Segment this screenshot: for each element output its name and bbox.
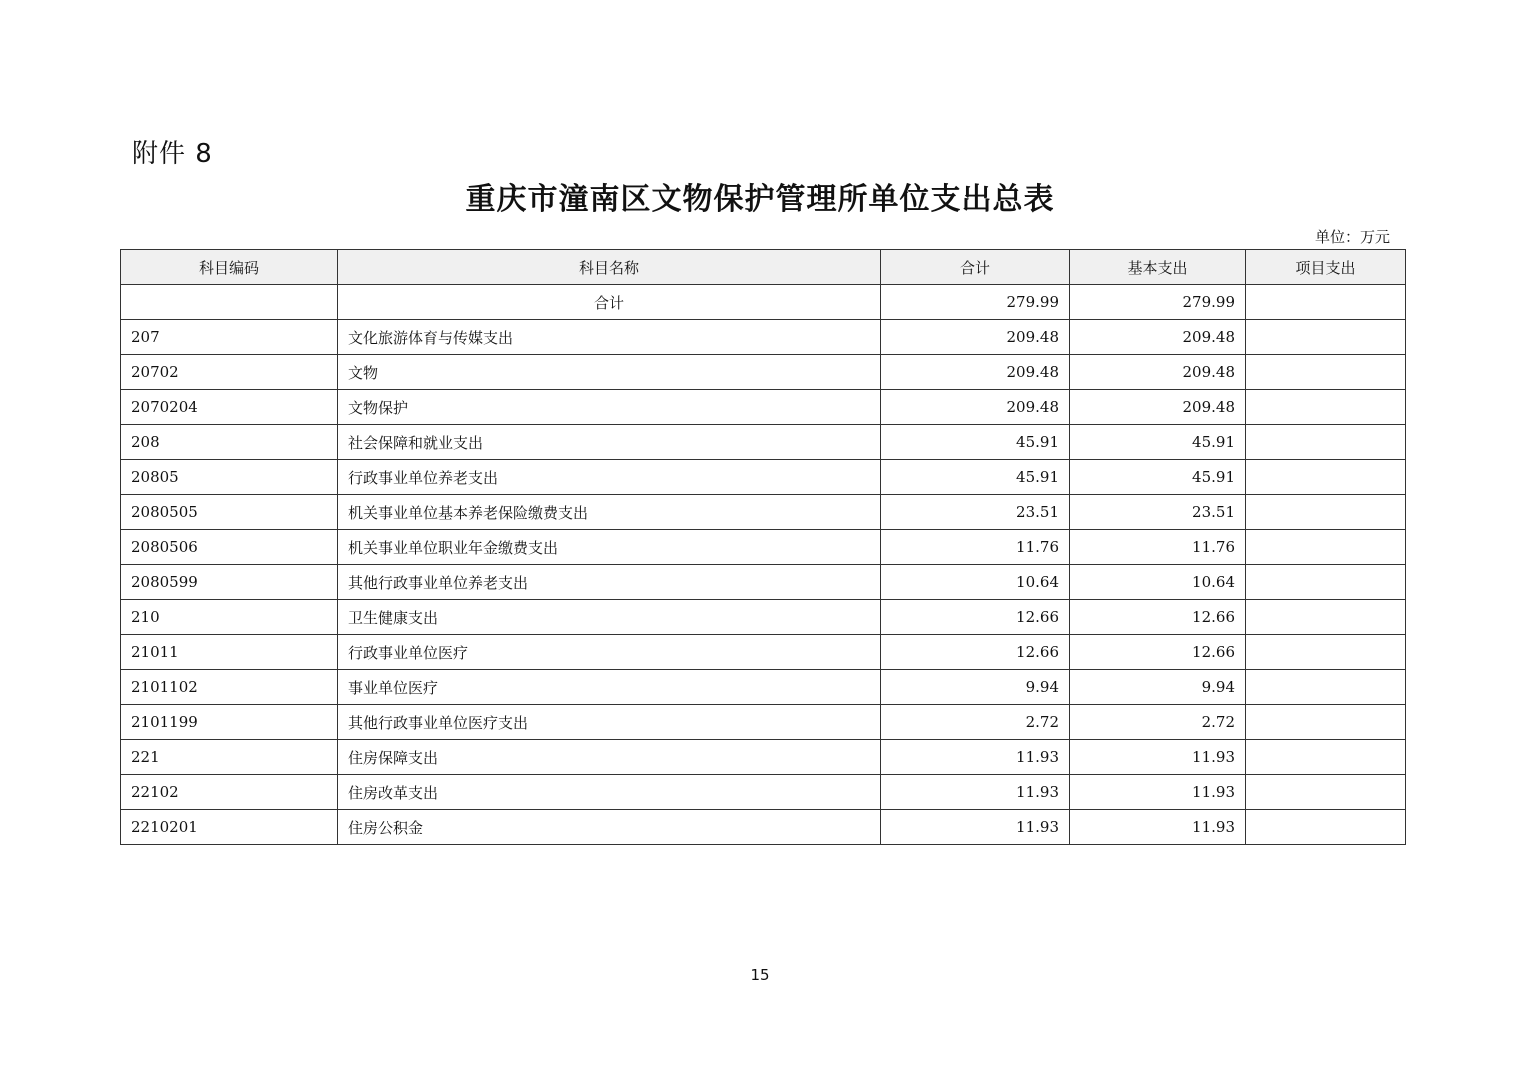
row-basic: 11.76 — [1070, 530, 1246, 565]
row-project — [1246, 705, 1406, 740]
table-row — [121, 425, 1406, 460]
row-total: 209.48 — [881, 320, 1070, 355]
row-name: 住房公积金 — [338, 810, 881, 845]
row-name: 机关事业单位基本养老保险缴费支出 — [338, 495, 881, 530]
row-basic: 209.48 — [1070, 355, 1246, 390]
row-name: 行政事业单位养老支出 — [338, 460, 881, 495]
header-basic: 基本支出 — [1070, 250, 1246, 285]
row-project — [1246, 670, 1406, 705]
row-basic: 23.51 — [1070, 495, 1246, 530]
row-basic: 12.66 — [1070, 600, 1246, 635]
summary-project — [1246, 285, 1406, 320]
row-basic: 209.48 — [1070, 390, 1246, 425]
table-body — [121, 285, 1406, 845]
row-code: 20805 — [121, 460, 338, 495]
row-total: 9.94 — [881, 670, 1070, 705]
table-row — [121, 320, 1406, 355]
header-total: 合计 — [881, 250, 1070, 285]
row-total: 209.48 — [881, 355, 1070, 390]
row-name: 机关事业单位职业年金缴费支出 — [338, 530, 881, 565]
row-basic: 11.93 — [1070, 740, 1246, 775]
row-name: 其他行政事业单位养老支出 — [338, 565, 881, 600]
row-basic: 10.64 — [1070, 565, 1246, 600]
row-project — [1246, 460, 1406, 495]
row-code: 2101199 — [121, 705, 338, 740]
table-row — [121, 810, 1406, 845]
row-total: 10.64 — [881, 565, 1070, 600]
summary-total: 279.99 — [881, 285, 1070, 320]
row-total: 11.93 — [881, 740, 1070, 775]
row-total: 12.66 — [881, 600, 1070, 635]
row-project — [1246, 530, 1406, 565]
table-row — [121, 740, 1406, 775]
row-project — [1246, 635, 1406, 670]
row-code: 2101102 — [121, 670, 338, 705]
row-code: 208 — [121, 425, 338, 460]
table-row — [121, 460, 1406, 495]
table-row — [121, 390, 1406, 425]
row-project — [1246, 775, 1406, 810]
row-name: 住房改革支出 — [338, 775, 881, 810]
table-row — [121, 600, 1406, 635]
unit-label: 单位：万元 — [1314, 228, 1390, 246]
row-name: 事业单位医疗 — [338, 670, 881, 705]
row-total: 11.93 — [881, 775, 1070, 810]
row-code: 2070204 — [121, 390, 338, 425]
row-project — [1246, 810, 1406, 845]
table-row — [121, 565, 1406, 600]
row-project — [1246, 495, 1406, 530]
row-name: 社会保障和就业支出 — [338, 425, 881, 460]
summary-code — [121, 285, 338, 320]
table-row — [121, 495, 1406, 530]
row-code: 2210201 — [121, 810, 338, 845]
table-row — [121, 670, 1406, 705]
row-project — [1246, 740, 1406, 775]
row-name: 住房保障支出 — [338, 740, 881, 775]
row-project — [1246, 355, 1406, 390]
row-project — [1246, 565, 1406, 600]
row-code: 221 — [121, 740, 338, 775]
row-name: 行政事业单位医疗 — [338, 635, 881, 670]
row-code: 2080505 — [121, 495, 338, 530]
row-code: 22102 — [121, 775, 338, 810]
page-title: 重庆市潼南区文物保护管理所单位支出总表 — [465, 182, 1055, 217]
row-total: 45.91 — [881, 425, 1070, 460]
row-total: 23.51 — [881, 495, 1070, 530]
row-project — [1246, 390, 1406, 425]
row-code: 207 — [121, 320, 338, 355]
row-basic: 2.72 — [1070, 705, 1246, 740]
row-name: 文物 — [338, 355, 881, 390]
table-row — [121, 355, 1406, 390]
expenditure-table — [120, 249, 1406, 845]
row-total: 11.93 — [881, 810, 1070, 845]
row-project — [1246, 320, 1406, 355]
summary-row — [121, 285, 1406, 320]
row-code: 20702 — [121, 355, 338, 390]
header-name: 科目名称 — [338, 250, 881, 285]
header-project: 项目支出 — [1246, 250, 1406, 285]
row-basic: 9.94 — [1070, 670, 1246, 705]
row-basic: 11.93 — [1070, 775, 1246, 810]
attachment-label: 附件 8 — [132, 139, 213, 169]
row-name: 文物保护 — [338, 390, 881, 425]
row-code: 2080599 — [121, 565, 338, 600]
row-total: 12.66 — [881, 635, 1070, 670]
header-row — [121, 250, 1406, 285]
row-project — [1246, 600, 1406, 635]
table-row — [121, 775, 1406, 810]
table-header — [121, 250, 1406, 285]
row-project — [1246, 425, 1406, 460]
row-code: 21011 — [121, 635, 338, 670]
row-name: 其他行政事业单位医疗支出 — [338, 705, 881, 740]
row-basic: 45.91 — [1070, 460, 1246, 495]
row-basic: 209.48 — [1070, 320, 1246, 355]
row-total: 209.48 — [881, 390, 1070, 425]
row-total: 2.72 — [881, 705, 1070, 740]
page-number: 15 — [750, 966, 770, 984]
row-code: 2080506 — [121, 530, 338, 565]
table-row — [121, 705, 1406, 740]
row-code: 210 — [121, 600, 338, 635]
table-row — [121, 635, 1406, 670]
header-code: 科目编码 — [121, 250, 338, 285]
row-total: 11.76 — [881, 530, 1070, 565]
row-basic: 12.66 — [1070, 635, 1246, 670]
summary-name: 合计 — [338, 285, 881, 320]
summary-basic: 279.99 — [1070, 285, 1246, 320]
row-basic: 45.91 — [1070, 425, 1246, 460]
row-total: 45.91 — [881, 460, 1070, 495]
row-basic: 11.93 — [1070, 810, 1246, 845]
row-name: 卫生健康支出 — [338, 600, 881, 635]
table-row — [121, 530, 1406, 565]
row-name: 文化旅游体育与传媒支出 — [338, 320, 881, 355]
